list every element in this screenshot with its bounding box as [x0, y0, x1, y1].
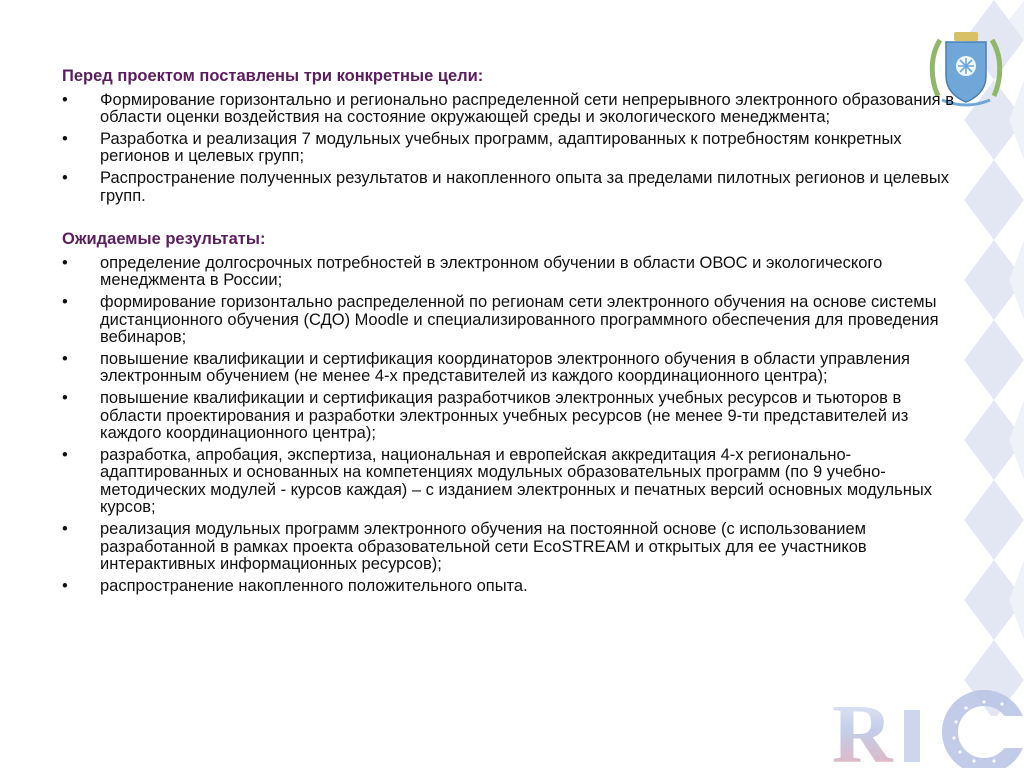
list-item	[62, 351, 964, 386]
list-item	[62, 390, 964, 443]
list-item	[62, 255, 964, 290]
logo-letter-i	[904, 710, 920, 762]
goals-heading: Перед проектом поставлены три конкретные цели:	[62, 67, 484, 85]
logo-letter-r: R	[832, 688, 893, 768]
ric-logo	[826, 686, 1024, 768]
decorative-diamond-strip	[964, 0, 1024, 768]
list-item-text: Разработка и реализация 7 модульных учебных программ, адаптированных к потребностям конкретных регионов и целевых групп;	[100, 129, 902, 166]
bullet: •	[62, 292, 68, 311]
bullet: •	[62, 349, 68, 368]
list-item-text: определение долгосрочных потребностей в электронном обучении в области ОВОС и экологического менеджмента в России;	[100, 253, 883, 290]
bullet: •	[62, 520, 68, 539]
bullet: •	[62, 129, 68, 148]
bullet: •	[62, 90, 68, 109]
list-item	[62, 294, 964, 347]
bullet: •	[62, 445, 68, 464]
list-item-text: Распространение полученных результатов и накопленного опыта за пределами пилотных регионов и целевых групп.	[100, 168, 950, 205]
list-item-text: реализация модульных программ электронного обучения на постоянной основе (с использованием разработанной в рамках проекта образовательной сети EcoSTREAM и открытых для ее участников интерактивных информационных ресурсов);	[100, 520, 867, 574]
results-list	[62, 255, 964, 596]
slide-content	[62, 68, 964, 599]
goals-list	[62, 92, 964, 206]
list-item	[62, 578, 964, 596]
bullet: •	[62, 388, 68, 407]
list-item-text: Формирование горизонтально и регионально распределенной сети непрерывного электронного образования в области оценки воздействия на состояние окружающей среды и экологического менеджмента;	[100, 90, 954, 127]
list-item-text: повышение квалификации и сертификация разработчиков электронных учебных ресурсов и тьюторов в области проектирования и разработки электронных учебных ресурсов (не менее 9-ти представителей из каждого координационного центра);	[100, 388, 909, 443]
bullet: •	[62, 168, 68, 187]
list-item	[62, 447, 964, 517]
list-item-text: разработка, апробация, экспертиза, национальная и европейская аккредитация 4-х регионально-адаптированных и основанных на компетенциях модульных образовательных программ (по 9 учебно-методических модулей - курсов каждая) – с изданием электронных и печатных версий основных модульных курсов;	[100, 445, 932, 517]
list-item-text: повышение квалификации и сертификация координаторов электронного обучения в области управления электронным обучением (не менее 4-х представителей из каждого координационного центра);	[100, 349, 910, 386]
list-item-text: распространение накопленного положительного опыта.	[100, 576, 528, 595]
bullet: •	[62, 253, 68, 272]
results-heading: Ожидаемые результаты:	[62, 230, 266, 249]
list-item	[62, 131, 964, 166]
list-item	[62, 92, 964, 127]
list-item	[62, 521, 964, 574]
list-item-text: формирование горизонтально распределенной по регионам сети электронного обучения на основе системы дистанционного обучения (СДО) Moodle и специализированного программного обеспечения для проведения вебинаров;	[100, 292, 939, 347]
list-item	[62, 170, 964, 205]
bullet: •	[62, 576, 68, 595]
